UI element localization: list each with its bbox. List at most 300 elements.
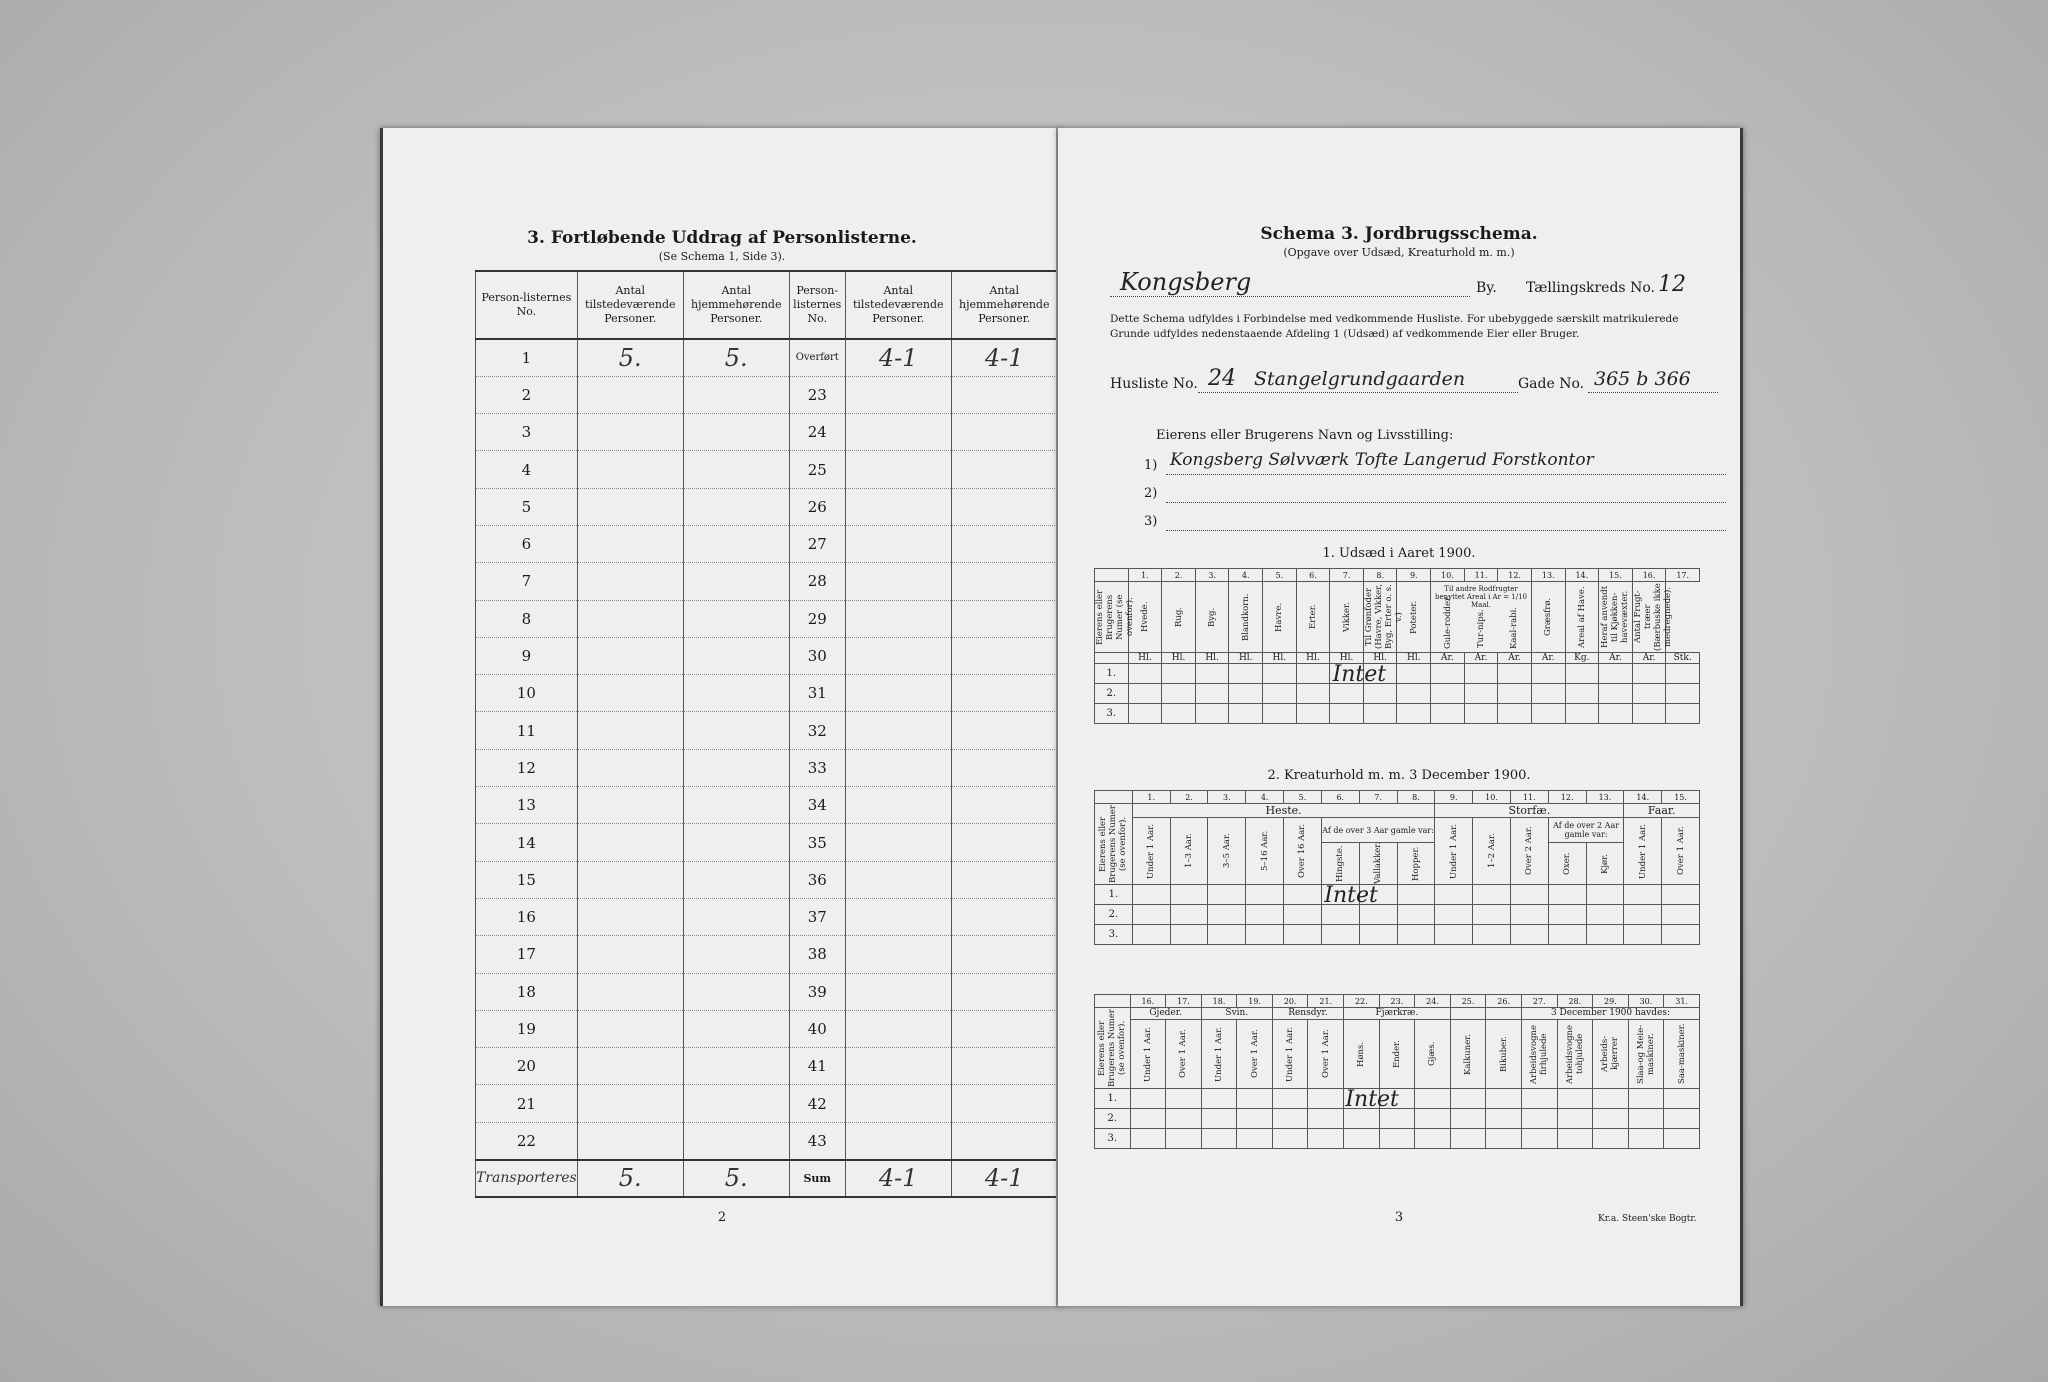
data-cell xyxy=(1450,1129,1486,1149)
data-cell xyxy=(1237,1109,1273,1129)
col-number-row xyxy=(1095,995,1700,1008)
col-header-text: Antal Frugt-træer (Bærbuske ikke medregnede). xyxy=(1632,583,1673,651)
cell-c xyxy=(683,1048,789,1085)
unit-cell: Kg. xyxy=(1565,653,1599,664)
col-number: 1. xyxy=(1128,569,1162,582)
col-header-text: Over 1 Aar. xyxy=(1675,826,1686,876)
unit-cell: Hl. xyxy=(1296,653,1330,664)
cell-a: 21 xyxy=(476,1085,578,1122)
cell-b xyxy=(577,451,683,488)
data-cell xyxy=(1632,684,1666,704)
subcol-cell xyxy=(1593,1019,1629,1088)
table-row xyxy=(476,637,1058,674)
street-line xyxy=(1198,392,1518,393)
data-cell xyxy=(1397,704,1431,724)
data-cell xyxy=(1246,905,1284,925)
handwritten-note: Intet xyxy=(1324,882,1378,908)
data-cell xyxy=(1431,684,1465,704)
cell-c xyxy=(683,563,789,600)
data-cell xyxy=(1344,1086,1399,1112)
col-number: 6. xyxy=(1296,569,1330,582)
header-row xyxy=(1095,582,1700,653)
cell-a: 15 xyxy=(476,861,578,898)
col-header-text: Over 1 Aar. xyxy=(1320,1029,1331,1079)
subcol-cell xyxy=(1586,843,1624,885)
right-page-title: Schema 3. Jordbrugsschema. xyxy=(1260,224,1538,244)
cell-a: 6 xyxy=(476,525,578,562)
col-number: 27. xyxy=(1521,995,1557,1008)
cell-e xyxy=(845,861,951,898)
table-row xyxy=(476,1122,1058,1159)
data-cell xyxy=(1548,925,1586,945)
cell-f xyxy=(951,637,1057,674)
data-cell xyxy=(1208,905,1246,925)
row-header-text: Eierens eller Brugerens Numer (se ovenfor). xyxy=(1097,1009,1128,1087)
table-row xyxy=(1095,1089,1700,1109)
cell-a: 22 xyxy=(476,1122,578,1159)
col-number: 31. xyxy=(1664,995,1700,1008)
row-header-text: Eierens eller Brugerens Numer (se ovenfor). xyxy=(1098,805,1129,883)
cell-c: 5. xyxy=(683,339,789,376)
data-cell xyxy=(1521,1089,1557,1109)
table-row xyxy=(476,451,1058,488)
unit-cell: Hl. xyxy=(1128,653,1162,664)
total-c: 5. xyxy=(683,1160,789,1197)
data-cell xyxy=(1229,684,1263,704)
data-cell xyxy=(1162,664,1196,684)
data-cell xyxy=(1664,1129,1700,1149)
data-cell xyxy=(1128,664,1162,684)
subcol-cell xyxy=(1166,1019,1202,1088)
col-number: 5. xyxy=(1263,569,1297,582)
cell-e xyxy=(845,712,951,749)
col-number: 21. xyxy=(1308,995,1344,1008)
data-cell xyxy=(1464,664,1498,684)
cell-b xyxy=(577,1048,683,1085)
col-number: 9. xyxy=(1435,791,1473,804)
cell-e xyxy=(845,600,951,637)
corner-cell xyxy=(1095,569,1129,582)
cell-b xyxy=(577,749,683,786)
cell-d: 41 xyxy=(789,1048,845,1085)
unit-cell: Hl. xyxy=(1162,653,1196,664)
cell-b xyxy=(577,414,683,451)
cell-a: 5 xyxy=(476,488,578,525)
col-header-cell xyxy=(1632,582,1673,653)
cell-f xyxy=(951,563,1057,600)
data-cell xyxy=(1166,1089,1202,1109)
col-number: 18. xyxy=(1201,995,1237,1008)
data-cell xyxy=(1498,684,1532,704)
col-header-text: Under 1 Aar. xyxy=(1142,1026,1153,1082)
total-e: 4-1 xyxy=(845,1160,951,1197)
unit-cell: Ar. xyxy=(1632,653,1666,664)
data-cell xyxy=(1201,1129,1237,1149)
cell-d: 39 xyxy=(789,973,845,1010)
data-cell xyxy=(1132,905,1170,925)
cell-f xyxy=(951,600,1057,637)
row-label: 1. xyxy=(1095,885,1133,905)
data-cell xyxy=(1246,925,1284,945)
group-label: Til andre Rodfrugter benyttet Areal i Ar = 1/10 Maal. xyxy=(1435,585,1527,609)
data-cell xyxy=(1308,1129,1344,1149)
printer-note: Kr.a. Steen'ske Bogtr. xyxy=(1598,1214,1697,1224)
data-cell xyxy=(1272,1089,1308,1109)
table-row xyxy=(476,861,1058,898)
cell-e xyxy=(845,973,951,1010)
col-header-text: Over 16 Aar. xyxy=(1297,823,1308,879)
cell-c xyxy=(683,1010,789,1047)
data-cell xyxy=(1321,925,1359,945)
col-number: 20. xyxy=(1272,995,1308,1008)
data-cell xyxy=(1195,704,1229,724)
subgroup-empty xyxy=(1473,818,1511,885)
cell-a: 8 xyxy=(476,600,578,637)
unit-cell: Ar. xyxy=(1531,653,1565,664)
data-cell xyxy=(1557,1089,1593,1109)
data-cell xyxy=(1632,704,1666,724)
data-cell xyxy=(1272,1109,1308,1129)
cell-c xyxy=(683,749,789,786)
data-cell xyxy=(1166,1109,1202,1129)
data-cell xyxy=(1263,704,1297,724)
col-number: 12. xyxy=(1548,791,1586,804)
data-cell xyxy=(1330,661,1387,687)
cell-d: 40 xyxy=(789,1010,845,1047)
data-cell xyxy=(1431,704,1465,724)
data-cell xyxy=(1521,1129,1557,1149)
data-cell xyxy=(1586,925,1624,945)
col-header-cell xyxy=(1195,582,1229,653)
col-number: 11. xyxy=(1464,569,1498,582)
group-heste: Heste. xyxy=(1132,804,1435,818)
corner-cell xyxy=(1095,995,1131,1008)
data-cell xyxy=(1162,684,1196,704)
cell-d: 36 xyxy=(789,861,845,898)
col-header-text: Ender. xyxy=(1391,1039,1402,1068)
right-page xyxy=(1058,128,1743,1306)
row-label: 3. xyxy=(1095,925,1133,945)
table-row xyxy=(1095,905,1700,925)
col-number: 9. xyxy=(1397,569,1431,582)
col-header-text: Blandkorn. xyxy=(1240,593,1251,641)
col-header-text: 5–16 Aar. xyxy=(1259,830,1270,872)
col-header-text: Bikuber. xyxy=(1498,1035,1509,1072)
data-cell xyxy=(1296,664,1330,684)
subcol-cell xyxy=(1344,1019,1380,1088)
subgroup-empty xyxy=(1132,818,1170,885)
cell-f xyxy=(951,712,1057,749)
row-label: 1. xyxy=(1095,664,1129,684)
data-cell xyxy=(1397,684,1431,704)
data-cell xyxy=(1363,684,1397,704)
col-number: 6. xyxy=(1321,791,1359,804)
col-header-text: Hvede. xyxy=(1139,601,1150,633)
row-label: 2. xyxy=(1095,684,1129,704)
subcol-cell xyxy=(1521,1019,1557,1088)
cell-f xyxy=(951,414,1057,451)
data-cell xyxy=(1450,1089,1486,1109)
col-header-text: Erter. xyxy=(1307,604,1318,630)
owner-3-line xyxy=(1166,530,1726,531)
data-cell xyxy=(1229,704,1263,724)
table-header-row xyxy=(476,271,1058,339)
row-label: 2. xyxy=(1095,905,1133,925)
col-header-text: Vallakker. xyxy=(1373,841,1384,884)
cell-f xyxy=(951,1010,1057,1047)
col-header-text: Hopper. xyxy=(1410,846,1421,881)
total-a: Transporteres xyxy=(476,1160,578,1197)
data-cell xyxy=(1246,885,1284,905)
cell-d: 24 xyxy=(789,414,845,451)
data-cell xyxy=(1473,925,1511,945)
group-empty xyxy=(1450,1008,1486,1020)
col-number: 15. xyxy=(1662,791,1700,804)
cell-d: 32 xyxy=(789,712,845,749)
data-cell xyxy=(1162,704,1196,724)
data-cell xyxy=(1170,885,1208,905)
data-cell xyxy=(1321,905,1359,925)
col-header-text: 3–5 Aar. xyxy=(1221,833,1232,869)
cell-b xyxy=(577,1122,683,1159)
subcol-cell xyxy=(1237,1019,1273,1088)
row-header-cell xyxy=(1095,1008,1131,1089)
row-header-text: Eierens eller Brugerens Numer (se ovenfor). xyxy=(1095,589,1135,645)
owner-2-num: 2) xyxy=(1144,486,1158,501)
data-cell xyxy=(1208,925,1246,945)
left-page-title: 3. Fortløbende Uddrag af Personlisterne. xyxy=(527,228,917,248)
cell-c xyxy=(683,898,789,935)
col-header-text: Under 1 Aar. xyxy=(1214,1026,1225,1082)
cell-b xyxy=(577,563,683,600)
data-cell xyxy=(1593,1129,1629,1149)
col-number-row xyxy=(1095,569,1700,582)
data-cell xyxy=(1415,1089,1451,1109)
subcol-cell xyxy=(1359,843,1397,885)
cell-d: 34 xyxy=(789,787,845,824)
owner-heading: Eierens eller Brugerens Navn og Livsstilling: xyxy=(1156,428,1454,443)
husliste-label: Husliste No. xyxy=(1110,376,1198,392)
cell-b xyxy=(577,787,683,824)
col-header-text: Under 1 Aar. xyxy=(1448,823,1459,879)
data-cell xyxy=(1510,885,1548,905)
table-row xyxy=(476,712,1058,749)
col-header-cell xyxy=(1296,582,1330,653)
data-cell xyxy=(1321,882,1378,908)
cell-a: 3 xyxy=(476,414,578,451)
subcol-cell xyxy=(1308,1019,1344,1088)
col-number: 24. xyxy=(1415,995,1451,1008)
col-number: 1. xyxy=(1132,791,1170,804)
cell-f xyxy=(951,1122,1057,1159)
gade-number: 365 b 366 xyxy=(1594,368,1691,390)
col-header-cell xyxy=(1162,582,1196,653)
cell-d: 30 xyxy=(789,637,845,674)
corner-cell xyxy=(1095,791,1133,804)
data-cell xyxy=(1296,704,1330,724)
subcol-cell xyxy=(1130,1019,1166,1088)
col-header-text: Over 2 Aar. xyxy=(1524,826,1535,876)
cell-a: 17 xyxy=(476,936,578,973)
cell-a: 18 xyxy=(476,973,578,1010)
cell-d: 43 xyxy=(789,1122,845,1159)
data-cell xyxy=(1531,704,1565,724)
col-header-cell xyxy=(1263,582,1297,653)
cell-e xyxy=(845,1085,951,1122)
data-cell xyxy=(1284,905,1322,925)
col-header-text: Gjæs. xyxy=(1427,1041,1438,1067)
cell-c xyxy=(683,712,789,749)
group-label: Rensdyr. xyxy=(1272,1008,1343,1020)
husliste-number: 24 xyxy=(1208,366,1236,391)
data-cell xyxy=(1664,1109,1700,1129)
data-cell xyxy=(1486,1109,1522,1129)
unit-cell: Ar. xyxy=(1431,653,1465,664)
cell-d: 28 xyxy=(789,563,845,600)
col-header-cell xyxy=(1363,582,1404,653)
row-label: 3. xyxy=(1095,1129,1131,1149)
cell-a: 1 xyxy=(476,339,578,376)
kreaturhold-table-2 xyxy=(1094,994,1700,1149)
data-cell xyxy=(1435,905,1473,925)
col-header-text: Saa-maskiner. xyxy=(1676,1023,1687,1085)
col-header-text: Byg. xyxy=(1207,607,1218,627)
data-cell xyxy=(1128,704,1162,724)
owner-1-num: 1) xyxy=(1144,458,1158,473)
cell-b xyxy=(577,861,683,898)
subcol-cell xyxy=(1272,1019,1308,1088)
col-number: 4. xyxy=(1246,791,1284,804)
cell-e xyxy=(845,824,951,861)
section2-title: 2. Kreaturhold m. m. 3 December 1900. xyxy=(1267,768,1531,783)
data-cell xyxy=(1557,1129,1593,1149)
subgroup-empty xyxy=(1662,818,1700,885)
table-row xyxy=(476,488,1058,525)
subgroup-empty xyxy=(1510,818,1548,885)
data-cell xyxy=(1272,1129,1308,1149)
cell-b xyxy=(577,712,683,749)
data-cell xyxy=(1363,704,1397,724)
col-number: 15. xyxy=(1599,569,1633,582)
subgroup-row xyxy=(1095,818,1700,843)
cell-e xyxy=(845,787,951,824)
col-number: 7. xyxy=(1330,569,1364,582)
table-row xyxy=(476,1048,1058,1085)
data-cell xyxy=(1662,885,1700,905)
group-row xyxy=(1095,804,1700,818)
cell-e xyxy=(845,451,951,488)
data-cell xyxy=(1284,885,1322,905)
cell-f xyxy=(951,936,1057,973)
table-row xyxy=(476,600,1058,637)
cell-c xyxy=(683,600,789,637)
col-header-text: Kjør. xyxy=(1599,853,1610,874)
cell-b xyxy=(577,600,683,637)
data-cell xyxy=(1593,1109,1629,1129)
data-cell xyxy=(1624,905,1662,925)
col-header-text: Arbeidsvogne firhjulede xyxy=(1529,1024,1550,1084)
data-cell xyxy=(1599,684,1633,704)
cell-e xyxy=(845,936,951,973)
right-page-subtitle: (Opgave over Udsæd, Kreaturhold m. m.) xyxy=(1283,246,1515,259)
col-number: 16. xyxy=(1130,995,1166,1008)
col-header: Antal tilstedeværende Personer. xyxy=(577,271,683,339)
cell-a: 2 xyxy=(476,376,578,413)
data-cell xyxy=(1548,905,1586,925)
cell-b xyxy=(577,675,683,712)
table-row xyxy=(1095,1129,1700,1149)
cell-b xyxy=(577,1085,683,1122)
table-row xyxy=(476,414,1058,451)
total-b: 5. xyxy=(577,1160,683,1197)
subcol-cell xyxy=(1664,1019,1700,1088)
unit-row xyxy=(1095,653,1700,664)
data-cell xyxy=(1565,664,1599,684)
col-header-cell xyxy=(1565,582,1599,653)
town-name: Kongsberg xyxy=(1120,268,1252,296)
col-number: 8. xyxy=(1397,791,1435,804)
col-header-text: Heraf anvendt til Kjøkken-havevæxter. xyxy=(1600,585,1631,649)
group-label: Gjeder. xyxy=(1130,1008,1201,1020)
cell-a: 9 xyxy=(476,637,578,674)
data-cell xyxy=(1431,664,1465,684)
data-cell xyxy=(1624,925,1662,945)
subcol-cell xyxy=(1379,1019,1415,1088)
person-list-table xyxy=(475,270,1058,1198)
data-cell xyxy=(1201,1089,1237,1109)
data-cell xyxy=(1599,704,1633,724)
data-cell xyxy=(1586,905,1624,925)
table-row xyxy=(476,787,1058,824)
col-header-text: Under 1 Aar. xyxy=(1637,823,1648,879)
data-cell xyxy=(1662,905,1700,925)
col-header-cell xyxy=(1599,582,1633,653)
table-row xyxy=(476,973,1058,1010)
cell-f xyxy=(951,824,1057,861)
col-number: 17. xyxy=(1166,995,1202,1008)
data-cell xyxy=(1130,1089,1166,1109)
subgroup-empty xyxy=(1624,818,1662,885)
total-d: Sum xyxy=(789,1160,845,1197)
data-cell xyxy=(1359,905,1397,925)
col-number: 2. xyxy=(1162,569,1196,582)
data-cell xyxy=(1628,1129,1664,1149)
subgroup-empty xyxy=(1435,818,1473,885)
by-label: By. xyxy=(1476,280,1497,296)
cell-b xyxy=(577,637,683,674)
cell-b xyxy=(577,898,683,935)
data-cell xyxy=(1308,1109,1344,1129)
data-cell xyxy=(1415,1129,1451,1149)
handwritten-note: Intet xyxy=(1332,661,1387,687)
cell-b xyxy=(577,525,683,562)
data-cell xyxy=(1130,1109,1166,1129)
row-header-cell xyxy=(1095,804,1133,885)
total-row xyxy=(476,1160,1058,1197)
cell-a: 12 xyxy=(476,749,578,786)
cell-e xyxy=(845,376,951,413)
data-cell xyxy=(1664,1089,1700,1109)
col-number: 5. xyxy=(1284,791,1322,804)
data-cell xyxy=(1565,704,1599,724)
cell-c xyxy=(683,637,789,674)
cell-c xyxy=(683,973,789,1010)
group-label: Svin. xyxy=(1201,1008,1272,1020)
cell-b xyxy=(577,824,683,861)
cell-c xyxy=(683,376,789,413)
cell-e xyxy=(845,675,951,712)
cell-b xyxy=(577,376,683,413)
